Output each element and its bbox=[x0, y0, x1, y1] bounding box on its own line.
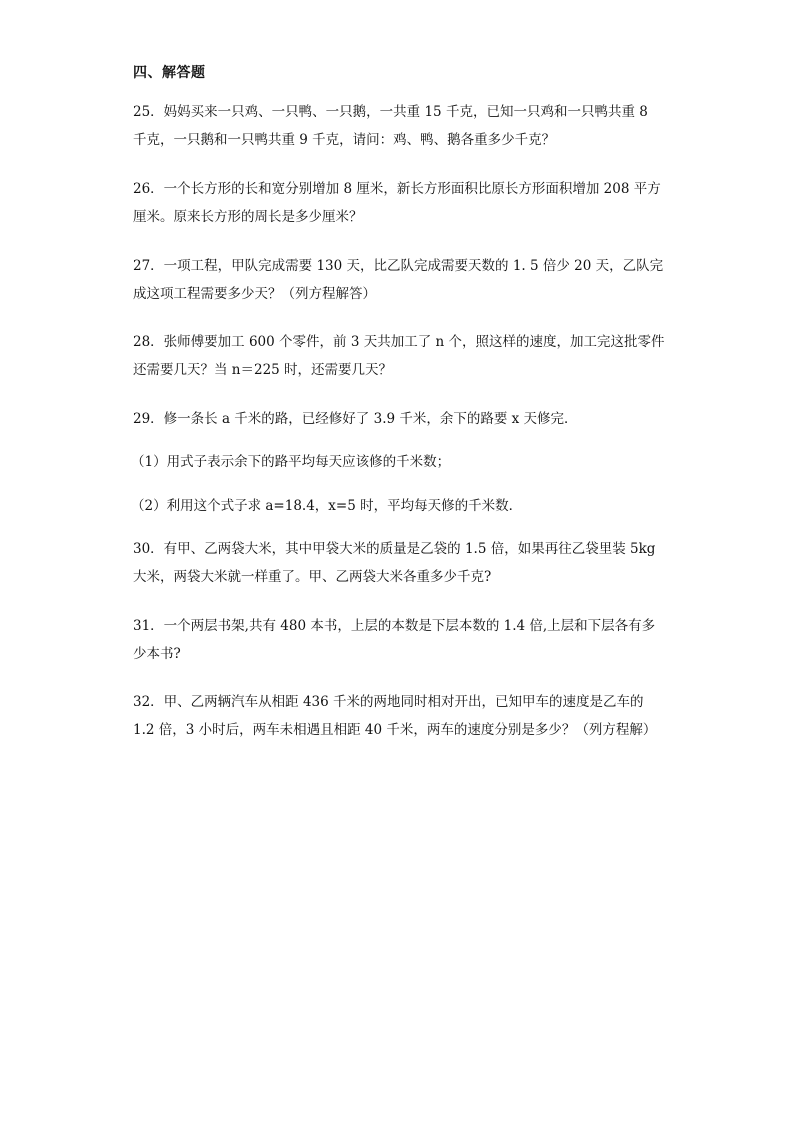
question-27 bbox=[133, 252, 663, 308]
question-line: 26．一个长方形的长和宽分别增加 8 厘米，新长方形面积比原长方形面积增加 208 平方 bbox=[133, 181, 661, 197]
question-line: 成这项工程需要多少天？（列方程解答） bbox=[133, 286, 376, 302]
question-line: 少本书? bbox=[133, 646, 181, 662]
question-line: 31．一个两层书架,共有 480 本书，上层的本数是下层本数的 1.4 倍,上层和下层各有多 bbox=[133, 618, 656, 634]
question-31 bbox=[133, 612, 663, 668]
question-line: 32．甲、乙两辆汽车从相距 436 千米的两地同时相对开出，已知甲车的速度是乙车的 bbox=[133, 694, 644, 710]
question-32 bbox=[133, 688, 663, 744]
question-29-part-1 bbox=[131, 448, 661, 476]
question-line: 30．有甲、乙两袋大米，其中甲袋大米的质量是乙袋的 1.5 倍，如果再往乙袋里装 5kg bbox=[133, 541, 656, 557]
question-25 bbox=[133, 98, 663, 154]
question-line: （1）用式子表示余下的路平均每天应该修的千米数； bbox=[131, 454, 451, 470]
question-line: 1.2 倍，3 小时后，两车未相遇且相距 40 千米，两车的速度分别是多少？（列方程解） bbox=[133, 722, 657, 738]
question-30 bbox=[133, 535, 663, 591]
question-line: 还需要几天？当 n＝225 时，还需要几天？ bbox=[133, 362, 393, 378]
question-line: 28．张师傅要加工 600 个零件，前 3 天共加工了 n 个，照这样的速度，加工完这批零件 bbox=[133, 334, 665, 350]
question-line: 大米，两袋大米就一样重了。甲、乙两袋大米各重多少千克? bbox=[133, 569, 492, 585]
question-line: （2）利用这个式子求 a=18.4，x=5 时，平均每天修的千米数． bbox=[131, 498, 523, 514]
section-title: 四、解答题 bbox=[133, 65, 206, 81]
question-28 bbox=[133, 328, 663, 384]
question-line: 千克，一只鹅和一只鸭共重 9 千克，请问：鸡、鸭、鹅各重多少千克？ bbox=[133, 132, 556, 148]
question-29-part-2 bbox=[131, 492, 661, 520]
question-line: 27．一项工程，甲队完成需要 130 天，比乙队完成需要天数的 1. 5 倍少 20 天，乙队完 bbox=[133, 258, 664, 274]
question-26 bbox=[133, 175, 663, 231]
question-29 bbox=[133, 405, 663, 433]
question-line: 厘米。原来长方形的周长是多少厘米？ bbox=[133, 209, 363, 225]
question-line: 29．修一条长 a 千米的路，已经修好了 3.9 千米，余下的路要 x 天修完． bbox=[133, 411, 578, 427]
question-line: 25．妈妈买来一只鸡、一只鸭、一只鹅，一共重 15 千克，已知一只鸡和一只鸭共重 8 bbox=[133, 104, 648, 120]
